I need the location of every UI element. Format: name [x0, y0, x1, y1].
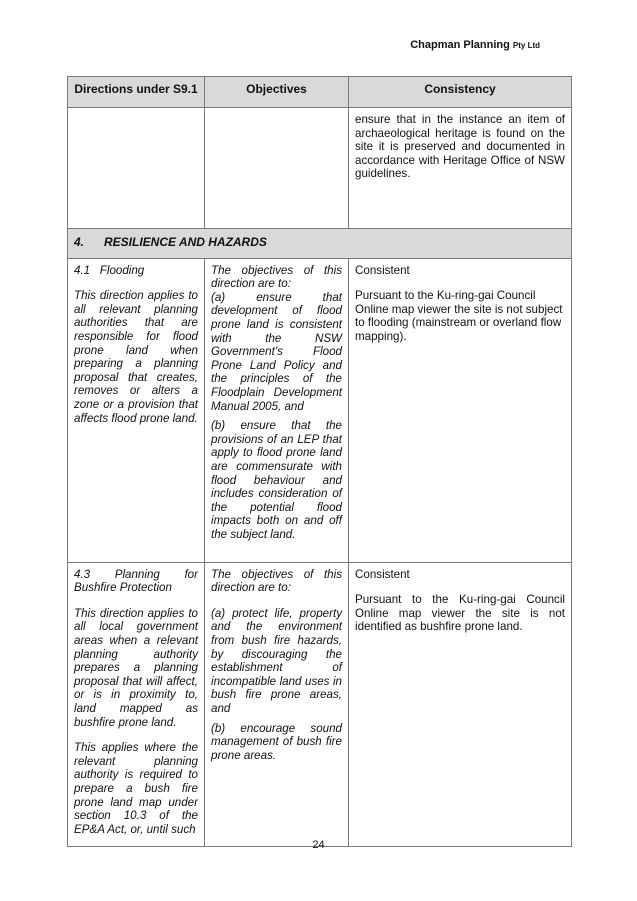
direction-cell [68, 562, 205, 846]
consistency-status: Consistent [355, 567, 410, 581]
consistency-cell [349, 108, 572, 229]
direction-text-continued: This applies where the relevant planning authority is required to prepare a bush fire prone land map under section 10.3 of the EP&A Act, or, until such [74, 741, 198, 836]
directions-table [67, 76, 572, 847]
consistency-text: Pursuant to the Ku-ring-gai Council Online map viewer the site is not subject to flooding (mainstream or overland flow mapping). [355, 289, 563, 343]
objective-a: (a) ensure that development of flood prone land is consistent with the NSW Government’s Flood Prone Land Policy and the principles of the Floodplain Development Manual 2005, and [211, 290, 342, 413]
section-heading-row [68, 229, 572, 259]
consistency-status: Consistent [355, 263, 410, 277]
objective-a: (a) protect life, property and the environment from bush fire hazards, by discouraging the establishment of incompatible land uses in bush fire prone areas, and [211, 606, 342, 715]
direction-cell [68, 258, 205, 562]
objectives-cell [205, 258, 349, 562]
objectives-intro: The objectives of this direction are to: [211, 263, 342, 291]
section-number: 4. [74, 235, 85, 249]
consistency-text: Pursuant to the Ku-ring-gai Council Online map viewer the site is not identified as bushfire prone land. [355, 593, 565, 634]
empty-cell [68, 108, 205, 229]
table-header-row [68, 77, 572, 108]
heritage-text: ensure that in the instance an item of archaeological heritage is found on the site it is preserved and documented in accordance with Heritage Office of NSW guidelines. [355, 113, 565, 181]
company-name: Chapman Planning [410, 39, 510, 51]
objectives-cell [205, 562, 349, 846]
direction-text: This direction applies to all local government areas when a relevant planning authority prepares a planning proposal that will affect, or is in proximity to, land mapped as bushfire prone land. [74, 606, 198, 729]
company-suffix: Pty Ltd [512, 41, 540, 50]
section-heading [68, 229, 572, 259]
table-row [68, 258, 572, 562]
objective-b: (b) ensure that the provisions of an LEP that apply to flood prone land are commensurate with flood behaviour and includes consideration of the potential flood impacts both on and off the subject land. [211, 419, 342, 541]
objectives-intro: The objectives of this direction are to: [211, 567, 342, 595]
direction-title: 4.1 Flooding [74, 263, 145, 277]
column-header-consistency: Consistency [349, 77, 572, 108]
table-row [68, 108, 572, 229]
column-header-directions: Directions under S9.1 [68, 77, 205, 108]
direction-title: 4.3 Planning for Bushfire Protection [74, 567, 198, 595]
consistency-cell [349, 562, 572, 846]
section-title: RESILIENCE AND HAZARDS [104, 235, 267, 249]
direction-text: This direction applies to all relevant planning authorities that are responsible for flood prone land when preparing a planning proposal that creates, removes or alters a zone or a provision that affects flood prone land. [74, 289, 198, 425]
empty-cell [205, 108, 349, 229]
table-row [68, 562, 572, 846]
page-header [410, 39, 540, 51]
column-header-objectives: Objectives [205, 77, 349, 108]
objective-b: (b) encourage sound management of bush fire prone areas. [211, 721, 342, 762]
consistency-cell [349, 258, 572, 562]
page-number: 24 [312, 839, 325, 851]
